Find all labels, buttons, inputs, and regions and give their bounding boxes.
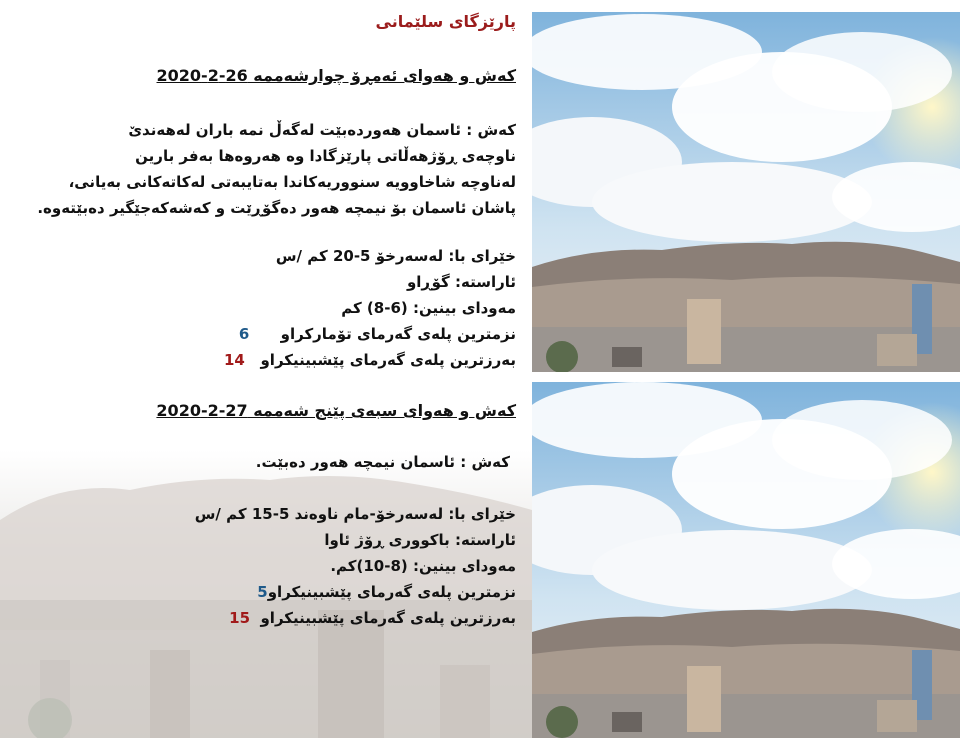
city-sky-photo-tomorrow xyxy=(532,382,960,738)
today-min-label: نزمترین پلەی گەرمای تۆمارکراو xyxy=(280,325,516,343)
tomorrow-direction: ئاراستە: باکووری ڕۆژ ئاوا xyxy=(324,531,516,549)
today-direction: ئاراستە: گۆڕاو xyxy=(406,273,516,291)
tomorrow-wind: خێرای با: لەسەرخۆ-مام ناوەند 5-15 کم /س xyxy=(194,505,516,523)
today-min-temp xyxy=(239,325,516,343)
today-description-line-3: لەناوچە شاخاوویە سنووریەکاندا بەتایبەتی لەکاتەکانی بەیانی، xyxy=(68,173,516,191)
tomorrow-description: کەش : ئاسمان نیمچە هەور دەبێت. xyxy=(255,453,510,471)
today-visibility: مەودای بینین: (6-8) کم xyxy=(341,299,516,317)
tomorrow-min-label: نزمترین پلەی گەرمای پێشبینیکراو xyxy=(267,583,516,601)
today-max-value: 14 xyxy=(223,351,245,369)
tomorrow-visibility: مەودای بینین: (8-10)کم. xyxy=(330,557,516,575)
today-max-temp xyxy=(224,351,516,369)
today-description-line-1: کەش : ئاسمان هەوردەبێت لەگەڵ نمە باران لەهەندێ xyxy=(128,121,516,139)
today-min-value: 6 xyxy=(238,325,250,343)
tomorrow-max-value: 15 xyxy=(229,609,251,627)
today-wind: خێرای با: لەسەرخۆ 5-20 کم /س xyxy=(275,247,516,265)
tomorrow-min-value: 5 xyxy=(257,583,268,601)
today-heading: کەش و هەوای ئەمڕۆ چوارشەممە 26-2-2020 xyxy=(156,66,516,85)
tomorrow-heading: کەش و هەوای سبەی پێنج شەممە 27-2-2020 xyxy=(156,401,516,420)
tomorrow-max-label: بەرزترین پلەی گەرمای پێشبینیکراو xyxy=(260,609,516,627)
governorate-title: پارێزگای سلێمانی xyxy=(375,12,516,31)
today-description-line-2: ناوچەی ڕۆژهەڵاتی پارێزگادا وە هەروەها بەفر بارین xyxy=(135,147,516,165)
today-description-line-4: پاشان ئاسمان بۆ نیمچە هەور دەگۆڕێت و کەشەکەجێگیر دەبێتەوە. xyxy=(37,199,516,217)
city-sky-photo-today xyxy=(532,12,960,372)
today-max-label: بەرزترین پلەی گەرمای پێشبینیکراو xyxy=(260,351,516,369)
tomorrow-max-temp xyxy=(229,609,516,627)
tomorrow-min-temp xyxy=(257,583,516,601)
